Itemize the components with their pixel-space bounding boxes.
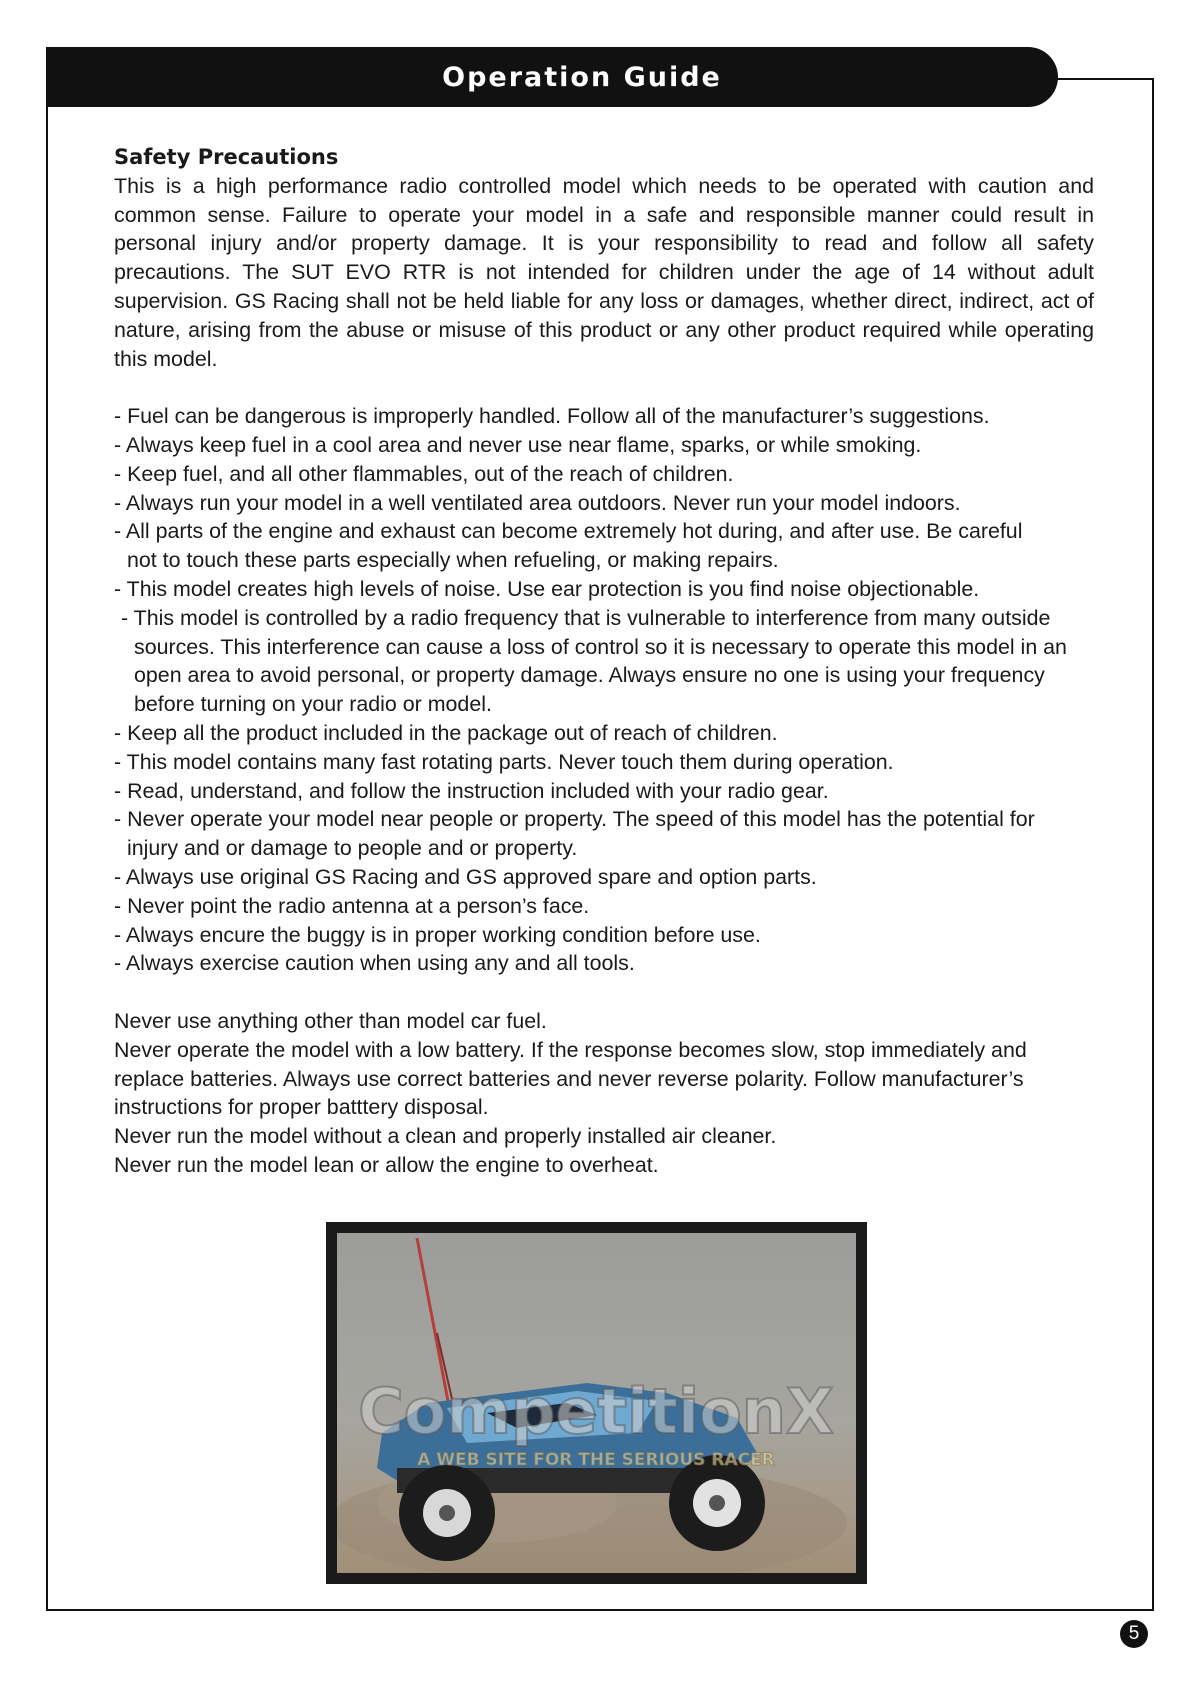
closing-line: Never operate the model with a low battery. If the response becomes slow, stop immediately and replace batteries. Always use correct batteries and never reverse polarity. Follow manufacturer’s instructions for proper batttery disposal. xyxy=(114,1037,1027,1120)
bullet-item: - Read, understand, and follow the instruction included with your radio gear. xyxy=(114,778,829,803)
closing-line: Never run the model lean or allow the engine to overheat. xyxy=(114,1152,659,1177)
bullet-item: - Never point the radio antenna at a person’s face. xyxy=(114,893,590,918)
truck-photo xyxy=(337,1233,856,1573)
bullet-item: - Never operate your model near people or property. The speed of this model has the potential for injury and or damage to people and or property. xyxy=(114,807,1035,861)
truck-illustration xyxy=(337,1233,856,1573)
bullet-item: - Keep all the product included in the package out of reach of children. xyxy=(114,720,778,745)
bullet-item: - Always use original GS Racing and GS approved spare and option parts. xyxy=(114,864,817,889)
watermark-subtitle: A WEB SITE FOR THE SERIOUS RACER xyxy=(417,1450,775,1470)
intro-paragraph: This is a high performance radio controlled model which needs to be operated with caution and common sense. Failure to operate your model in a safe and responsible manner could result in personal injury and/or property damage. It is your responsibility to read and follow all safety precautions. The SUT EVO RTR is not intended for children under the age of 14 without adult supervision. GS Racing shall not be held liable for any loss or damages, whether direct, indirect, act of nature, arising from the abuse or misuse of this product or any other product required while operating this model. xyxy=(114,173,1094,371)
header-bar xyxy=(46,47,1058,107)
bullet-item: - Fuel can be dangerous is improperly handled. Follow all of the manufacturer’s suggestions. xyxy=(114,404,990,429)
bullet-item: - Always exercise caution when using any and all tools. xyxy=(114,951,635,976)
page-title: Operation Guide xyxy=(442,61,722,93)
section-heading: Safety Precautions xyxy=(114,145,339,169)
page-number: 5 xyxy=(1120,1620,1148,1648)
bullet-item: - Always keep fuel in a cool area and never use near flame, sparks, or while smoking. xyxy=(114,432,922,457)
rear-wheel-hub xyxy=(439,1505,455,1521)
closing-line: Never run the model without a clean and properly installed air cleaner. xyxy=(114,1124,777,1149)
bullet-item: - Always run your model in a well ventilated area outdoors. Never run your model indoors. xyxy=(114,490,961,515)
bullet-item: - Keep fuel, and all other flammables, out of the reach of children. xyxy=(114,461,734,486)
bullet-item: - This model contains many fast rotating parts. Never touch them during operation. xyxy=(114,749,894,774)
bullet-item: - This model is controlled by a radio frequency that is vulnerable to interference from many outside sources. This interference can cause a loss of control so it is necessary to operate this model in an open area to avoid personal, or property damage. Always ensure no one is using your frequency before turning on your radio or model. xyxy=(121,605,1067,717)
bullet-item: - Always encure the buggy is in proper working condition before use. xyxy=(114,922,761,947)
truck-photo-frame xyxy=(326,1222,867,1584)
closing-line: Never use anything other than model car fuel. xyxy=(114,1008,547,1033)
safety-section xyxy=(114,143,1094,1180)
watermark-title: CompetitionX xyxy=(358,1375,834,1448)
bullet-item: - This model creates high levels of noise. Use ear protection is you find noise objectionable. xyxy=(114,576,980,601)
front-wheel-hub xyxy=(709,1495,725,1511)
bullet-item: - All parts of the engine and exhaust can become extremely hot during, and after use. Be careful not to touch these parts especially when refueling, or making repairs. xyxy=(114,519,1023,573)
